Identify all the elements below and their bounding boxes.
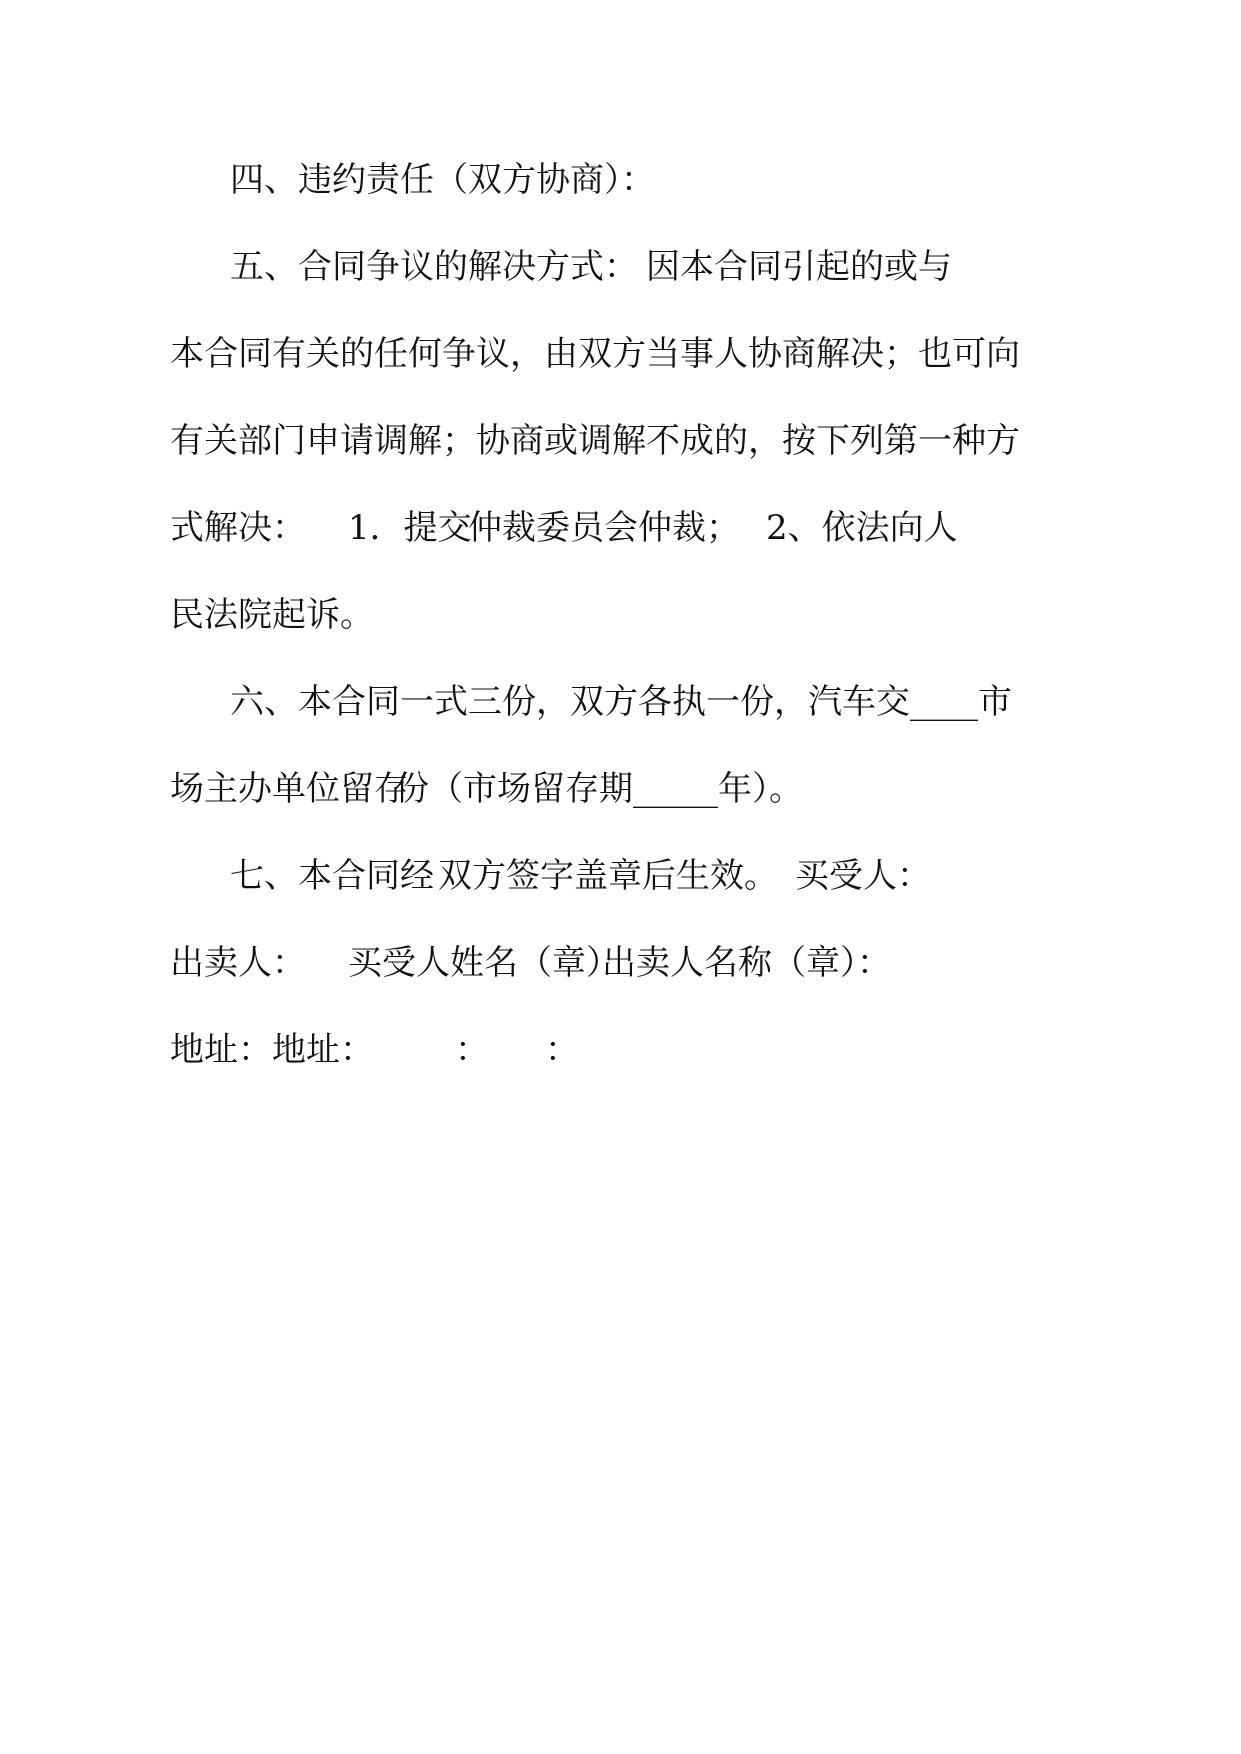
address-line (0, 1025, 1241, 1075)
clause-6-market-retain: 场主办单位留存 (170, 769, 408, 809)
clause-5-text: 有关部门申请调解；协商或调解不成的，按下列第一种方 (170, 421, 1020, 461)
clause-5-text: 本合同有关的任何争议，由双方当事人协商解决；也可向 (170, 334, 1020, 374)
buyer-label: 买受人： (795, 856, 931, 896)
option-1-arbitration: 仲裁委员会仲裁； (468, 508, 740, 548)
clause-6-copies: 六、本合同一式三份，双方各执一份，汽车交____市 (230, 682, 1012, 722)
option-2-lawsuit: 2、依法向人 (766, 508, 958, 548)
clause-5-line-2 (0, 329, 1241, 379)
clause-5-line-5 (0, 590, 1241, 640)
clause-5-line-3 (0, 416, 1241, 466)
seller-name-seal: 出卖人名称（章）： (602, 943, 891, 983)
clause-6-line-2 (0, 764, 1241, 814)
clause-6-retention-period: 份（市场留存期_____年）。 (395, 769, 803, 809)
clause-6-line-1 (0, 677, 1241, 727)
colon-mark: ： (545, 1030, 579, 1070)
clause-5-text-end: 民法院起诉。 (170, 595, 374, 635)
clause-5-line-1 (0, 242, 1241, 292)
clause-5-resolution-label: 式解决： (170, 508, 306, 548)
clause-7-heading: 七、本合同经 (230, 856, 434, 896)
option-1-submit: 1．提交 (348, 508, 472, 548)
address-label: 地址： (170, 1030, 272, 1070)
seller-label: 出卖人： (170, 943, 306, 983)
address-label: 地址： (272, 1030, 374, 1070)
colon-mark: ： (455, 1030, 489, 1070)
clause-5-line-4 (0, 503, 1241, 553)
clause-5-heading: 五、合同争议的解决方式： (230, 247, 638, 287)
clause-7-line (0, 851, 1241, 901)
clause-5-text-start: 因本合同引起的或与 (646, 247, 952, 287)
clause-4-line (0, 155, 1241, 205)
clause-7-effective: 双方签字盖章后生效。 (438, 856, 778, 896)
clause-4-breach-liability: 四、违约责任（双方协商）： (230, 160, 655, 200)
signature-line (0, 938, 1241, 988)
buyer-name-seal: 买受人姓名（章） (348, 943, 620, 983)
